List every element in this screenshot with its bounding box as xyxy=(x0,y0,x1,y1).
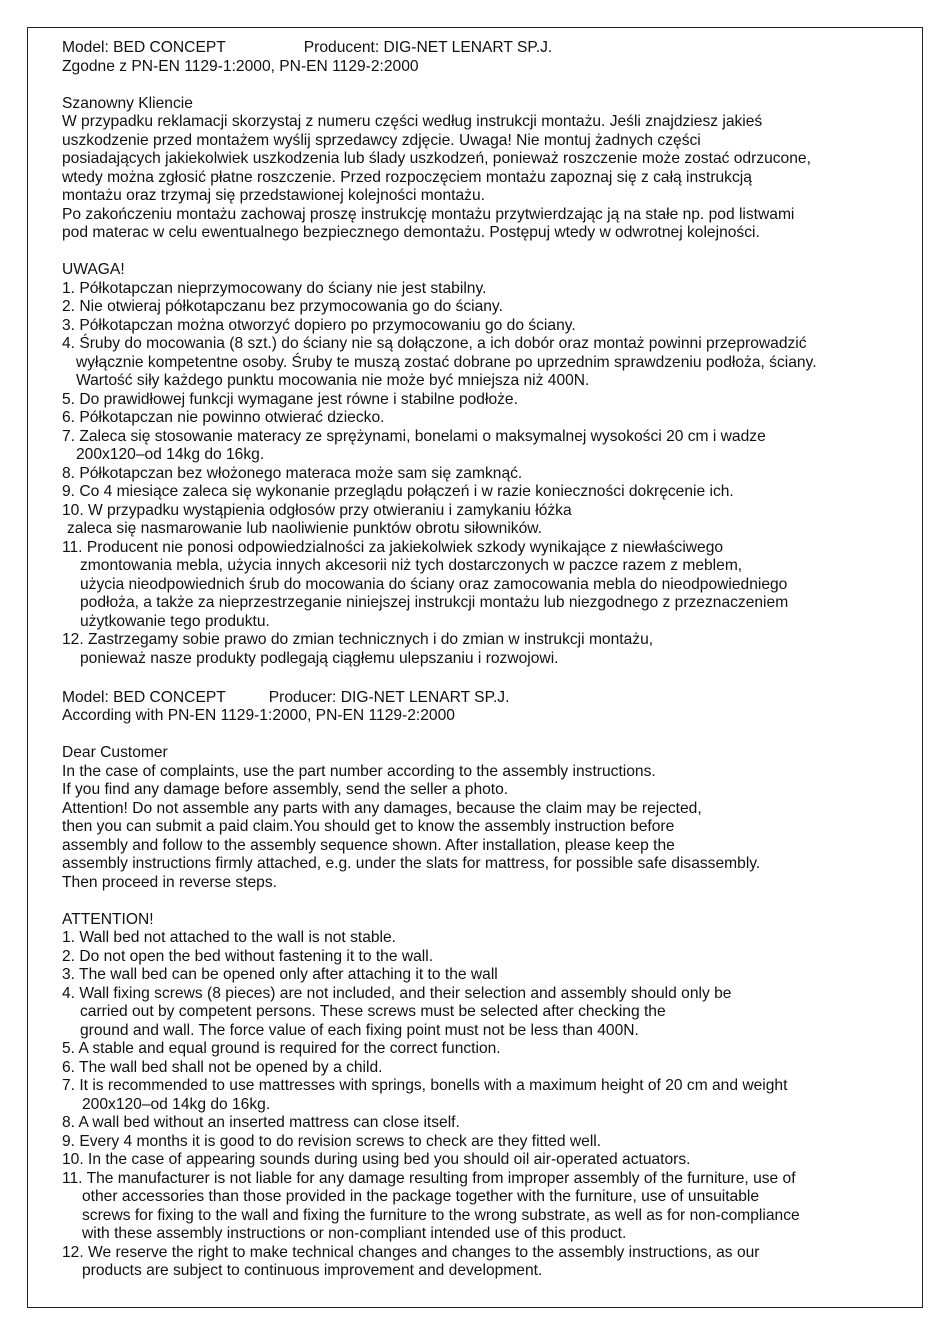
pl-item-cont: użycia nieodpowiednich śrub do mocowania do ściany oraz zamocowania mebla do nieodpowiedniego xyxy=(80,575,788,593)
pl-item-cont: 200x120–od 14kg do 16kg. xyxy=(76,446,265,463)
pl-item-cont: zaleca się nasmarowanie lub naoliwienie punktów obrotu siłowników. xyxy=(67,520,543,537)
en-intro-line: then you can submit a paid claim.You should get to know the assembly instruction before xyxy=(62,818,675,835)
pl-intro-line: wtedy można zgłosić płatne roszczenie. Przed rozpoczęciem montażu zapoznaj się z całą instrukcją xyxy=(62,168,752,186)
en-item: 10. In the case of appearing sounds during using bed you should oil air-operated actuators. xyxy=(62,1151,691,1168)
en-intro-line: If you find any damage before assembly, send the seller a photo. xyxy=(62,781,509,798)
en-intro-line: Attention! Do not assemble any parts with any damages, because the claim may be rejected, xyxy=(62,799,702,817)
pl-item: 9. Co 4 miesiące zaleca się wykonanie przeglądu połączeń i w razie konieczności dokręcenie ich. xyxy=(62,483,734,500)
pl-item: 3. Półkotapczan można otworzyć dopiero po przymocowaniu go do ściany. xyxy=(62,316,576,334)
en-intro-line: In the case of complaints, use the part number according to the assembly instructions. xyxy=(62,762,656,780)
en-intro-line: assembly instructions firmly attached, e.g. under the slats for mattress, for possible safe disassembly. xyxy=(62,855,761,872)
pl-warning-title: UWAGA! xyxy=(62,261,125,278)
pl-intro-line: montażu oraz trzymaj się przedstawionej kolejności montażu. xyxy=(62,187,485,204)
pl-header xyxy=(62,39,912,58)
en-norms: According with PN-EN 1129-1:2000, PN-EN 1129-2:2000 xyxy=(62,707,455,724)
en-item-cont: screws for fixing to the wall and fixing the furniture to the wrong substrate, as well as for non-compliance xyxy=(82,1206,800,1224)
pl-item: 2. Nie otwieraj półkotapczanu bez przymocowania go do ściany. xyxy=(62,298,503,315)
pl-model: Model: BED CONCEPT xyxy=(62,39,226,56)
en-producer: Producer: DIG-NET LENART SP.J. xyxy=(268,688,510,706)
pl-item-cont: podłoża, a także za nieprzestrzeganie niniejszej instrukcji montażu lub niezgodnego z przeznaczeniem xyxy=(80,594,789,611)
en-warning-title: ATTENTION! xyxy=(62,910,154,928)
pl-intro-line: pod materac w celu ewentualnego bezpiecznego demontażu. Postępuj wtedy w odwrotnej kolejności. xyxy=(62,224,760,241)
en-item: 9. Every 4 months it is good to do revision screws to check are they fitted well. xyxy=(62,1132,602,1150)
pl-item: 12. Zastrzegamy sobie prawo do zmian technicznych i do zmian w instrukcji montażu, xyxy=(62,631,654,648)
pl-item-cont: ponieważ nasze produkty podlegają ciągłemu ulepszaniu i rozwojowi. xyxy=(80,649,559,667)
en-item: 11. The manufacturer is not liable for any damage resulting from improper assembly of the furniture, use of xyxy=(62,1169,796,1187)
pl-item-cont: zmontowania mebla, użycia innych akcesorii niż tych dostarczonych w paczce razem z meblem, xyxy=(80,557,743,574)
en-item-cont: other accessories than those provided in the package together with the furniture, use of unsuitable xyxy=(82,1188,760,1205)
pl-item-cont: Wartość siły każdego punktu mocowania nie może być mniejsza niż 400N. xyxy=(76,372,590,389)
en-item: 8. A wall bed without an inserted mattress can close itself. xyxy=(62,1114,460,1131)
pl-producer: Producent: DIG-NET LENART SP.J. xyxy=(303,39,553,56)
pl-greeting: Szanowny Kliencie xyxy=(62,94,193,112)
pl-item: 8. Półkotapczan bez włożonego materaca może sam się zamknąć. xyxy=(62,464,523,482)
pl-item: 6. Półkotapczan nie powinno otwierać dziecko. xyxy=(62,409,385,426)
pl-item: 5. Do prawidłowej funkcji wymagane jest równe i stabilne podłoże. xyxy=(62,390,518,408)
pl-norms: Zgodne z PN-EN 1129-1:2000, PN-EN 1129-2:2000 xyxy=(62,57,419,75)
pl-item: 4. Śruby do mocowania (8 szt.) do ściany nie są dołączone, a ich dobór oraz montaż powinni przeprowadzić xyxy=(62,335,807,352)
pl-item: 1. Półkotapczan nieprzymocowany do ściany nie jest stabilny. xyxy=(62,279,487,297)
pl-item: 11. Producent nie ponosi odpowiedzialności za jakiekolwiek szkody wynikające z niewłaściwego xyxy=(62,538,724,556)
en-intro-line: assembly and follow to the assembly sequence shown. After installation, please keep the xyxy=(62,836,675,854)
en-item: 6. The wall bed shall not be opened by a child. xyxy=(62,1058,383,1076)
pl-item: 7. Zaleca się stosowanie materacy ze sprężynami, bonelami o maksymalnej wysokości 20 cm i wadze xyxy=(62,427,766,445)
en-item: 12. We reserve the right to make technical changes and changes to the assembly instructions, as our xyxy=(62,1243,760,1261)
pl-intro-line: uszkodzenie przed montażem wyślij sprzedawcy zdjęcie. Uwaga! Nie montuj żadnych części xyxy=(62,131,701,149)
en-item-cont: carried out by competent persons. These screws must be selected after checking the xyxy=(80,1003,666,1020)
en-item: 2. Do not open the bed without fastening it to the wall. xyxy=(62,947,434,965)
en-item: 4. Wall fixing screws (8 pieces) are not included, and their selection and assembly should only be xyxy=(62,984,732,1002)
en-intro-line: Then proceed in reverse steps. xyxy=(62,873,277,891)
pl-item-cont: wyłącznie kompetentne osoby. Śruby te muszą zostać dobrane po uprzednim sprawdzeniu podłoża, ściany. xyxy=(76,353,817,371)
pl-intro-line: Po zakończeniu montażu zachowaj proszę instrukcję montażu przytwierdzając ją na stałe np. pod listwami xyxy=(62,205,795,223)
pl-item: 10. W przypadku wystąpienia odgłosów przy otwieraniu i zamykaniu łóżka xyxy=(62,501,572,519)
en-item-cont: products are subject to continuous improvement and development. xyxy=(82,1262,543,1279)
pl-intro-line: W przypadku reklamacji skorzystaj z numeru części według instrukcji montażu. Jeśli znajdziesz jakieś xyxy=(62,113,763,130)
pl-item-cont: użytkowanie tego produktu. xyxy=(80,612,270,630)
en-item: 5. A stable and equal ground is required for the correct function. xyxy=(62,1040,501,1057)
en-item-cont: ground and wall. The force value of each fixing point must not be less than 400N. xyxy=(80,1021,639,1039)
en-header xyxy=(62,689,912,708)
en-greeting: Dear Customer xyxy=(62,744,168,761)
en-model: Model: BED CONCEPT xyxy=(62,688,226,706)
en-item-cont: 200x120–od 14kg do 16kg. xyxy=(82,1095,271,1113)
en-item: 7. It is recommended to use mattresses with springs, bonells with a maximum height of 20 cm and weight xyxy=(62,1077,788,1094)
pl-intro-line: posiadających jakiekolwiek uszkodzenia lub ślady uszkodzeń, ponieważ roszczenie może zostać odrzucone, xyxy=(62,150,811,167)
document-body xyxy=(62,39,912,1281)
en-item: 1. Wall bed not attached to the wall is not stable. xyxy=(62,929,397,946)
en-item-cont: with these assembly instructions or non-compliant intended use of this product. xyxy=(82,1225,627,1242)
en-item: 3. The wall bed can be opened only after attaching it to the wall xyxy=(62,966,498,983)
